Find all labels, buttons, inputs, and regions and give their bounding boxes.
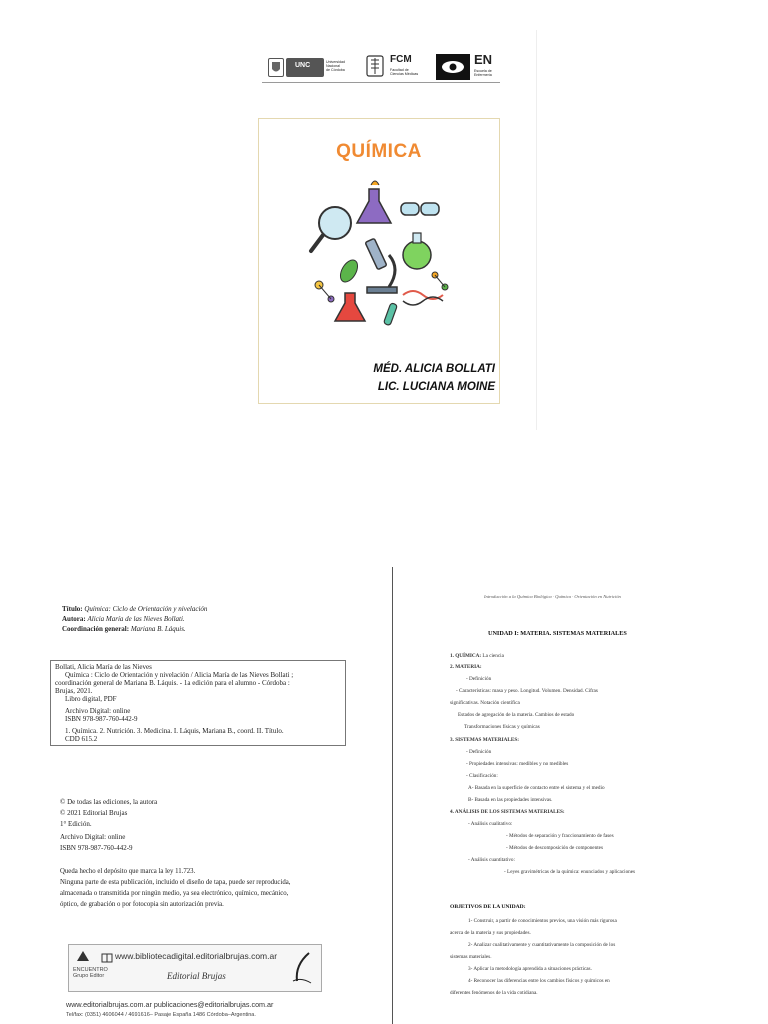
section-3-item: - Propiedades intensivas: medibles y no medibles [466,761,569,767]
section-1 [450,653,504,659]
legal-line: Ninguna parte de esta publicación, incluido el diseño de tapa, puede ser reproducida, [60,879,291,886]
library-url: www.bibliotecadigital.editorialbrujas.com.ar [115,951,278,961]
section-1-value: La ciencia [482,653,504,659]
legal-line: óptico, de grabación o por fotocopia sin autorización previa. [60,901,224,908]
objective-line: diferentes fenómenos de la vida cotidiana. [450,990,538,996]
rights-line: Archivo Digital: online [60,833,126,841]
catalog-line: Bollati, Alicia María de las Nieves [55,663,152,671]
catalog-record-box [50,660,346,746]
fcm-abbr: FCM [390,54,412,65]
unc-badge [286,58,324,77]
section-2-item: - Definición [466,676,492,682]
catalog-line: ISBN 978-987-760-442-9 [65,715,138,723]
quill-signature-icon [289,951,315,985]
fcm-name-1: Facultad de [390,68,409,72]
en-abbr: EN [474,52,493,67]
objective-line: 1- Construir, a partir de conocimientos previos, una visión más rigurosa [468,918,617,924]
running-header: Introducción a la Química Biológica · Química · Orientación en Nutrición [484,594,621,599]
section-3-item: - Definición [466,749,492,755]
cover-title: QUÍMICA [336,141,422,162]
coord-label: Coordinación general: [62,625,130,633]
objective-line: sistemas materiales. [450,954,492,960]
catalog-line: 1. Química. 2. Nutrición. 3. Medicina. I. Láquis, Mariana B., coord. II. Título. [65,727,284,735]
en-name-1: Escuela de [474,69,492,73]
section-4-item: - Leyes gravimétricas de la química: enunciados y aplicaciones [504,869,636,875]
section-4-item: - Métodos de separación y fraccionamiento de fases [506,833,614,839]
publisher-name: Editorial Brujas [167,971,226,981]
unit-title: UNIDAD I: MATERIA. SISTEMAS MATERIALES [488,630,627,637]
coord-value: Mariana B. Láquis. [130,625,186,633]
library-book-icon [101,951,113,963]
unc-name-1: Universidad [326,60,345,64]
rights-line: © 2021 Editorial Brujas [60,809,128,817]
rights-line: 1° Edición. [60,820,92,828]
page-edge [536,30,537,430]
title-label: Título: [62,605,83,613]
section-3-heading: 3. SISTEMAS MATERIALES: [450,737,519,743]
objective-line: 4- Reconocer las diferencias entre los cambios físicos y químicos en [468,978,610,984]
rights-line: ISBN 978-987-760-442-9 [60,844,133,852]
legal-line: almacenada o transmitida por ningún medio, ya sea electrónico, químico, mecánico, [60,890,289,897]
catalog-line: coordinación general de Mariana B. Láquis. - 1a edición para el alumno - Córdoba : [55,679,290,687]
section-3-item: B- Basada en las propiedades intensivas. [468,797,553,803]
section-3-item: A- Basada en la superficie de contacto entre el sistema y el medio [468,785,605,791]
objective-line: 2- Analizar cualitativamente y cuantitativamente la composición de los [468,942,616,948]
catalog-line: Libro digital, PDF [65,695,117,703]
objective-line: acerca de la materia y sus propiedades. [450,930,531,936]
catalog-line: Química : Ciclo de Orientación y nivelación / Alicia María de las Nieves Bollati ; [65,671,294,679]
author-credit [62,615,185,624]
group-name-2: Grupo Editor [73,973,105,979]
author-value: Alicia María de las Nieves Bollati. [87,615,185,623]
catalog-line: Archivo Digital: online [65,707,131,715]
logo-divider [262,82,500,83]
section-1-heading: 1. QUÍMICA: [450,653,482,659]
cover-author-1: MÉD. ALICIA BOLLATI [373,363,495,375]
fcm-crest-icon [364,54,386,78]
en-eye-icon [436,54,470,80]
section-2-item: significativas. Notación científica [450,700,520,706]
en-name-2: Enfermería [474,73,492,77]
science-illustration-icon [305,175,455,335]
publisher-brand [64,944,320,1018]
brand-banner [68,944,322,992]
section-3-item: - Clasificación: [466,773,498,779]
unc-name-2: Nacional [326,64,340,68]
title-credit [62,605,207,614]
section-2-item: Transformaciones físicas y químicas [464,724,540,730]
section-4-item: - Análisis cuantitativo: [468,857,515,863]
section-4-item: - Análisis cualitativo: [468,821,513,827]
section-4-heading: 4. ANÁLISIS DE LOS SISTEMAS MATERIALES: [450,809,565,815]
section-4-item: - Métodos de descomposición de componentes [506,845,603,851]
unc-crest-icon [268,58,284,77]
catalog-line: Brujas, 2021. [55,687,93,695]
section-2-heading: 2. MATERIA: [450,664,482,670]
publisher-contacts: www.editorialbrujas.com.ar publicaciones@editorialbrujas.com.ar [66,1000,274,1009]
encuentro-logo-icon [75,949,91,963]
rights-line: © De todas las ediciones, la autora [60,798,158,806]
institution-logos [266,52,502,84]
group-name-1: ENCUENTRO [73,967,108,973]
fcm-name-2: Ciencias Médicas [390,72,419,76]
section-2-item: - Características: masa y peso. Longitud. Volumen. Densidad. Cifras [456,688,598,694]
author-label: Autora: [62,615,86,623]
legal-line: Queda hecho el depósito que marca la ley 11.723. [60,868,196,875]
catalog-line: CDD 615.2 [65,735,98,743]
publisher-phone: Tel/fax: (0351) 4606044 / 4691616– Pasaje España 1486 Córdoba–Argentina. [66,1012,256,1018]
objectives-title: OBJETIVOS DE LA UNIDAD: [450,904,526,910]
book-cover [258,118,500,404]
title-value: Química: Ciclo de Orientación y nivelación [84,605,208,613]
objective-line: 3- Aplicar la metodología aprendida a situaciones prácticas. [468,966,592,972]
page-divider [392,567,393,1024]
cover-author-2: LIC. LUCIANA MOINE [377,381,495,393]
coordination-credit [62,625,186,634]
unc-abbr: UNC [295,62,311,69]
section-2-item: Estados de agregación de la materia. Cambios de estado [458,712,575,718]
unc-name-3: de Córdoba [326,68,345,72]
